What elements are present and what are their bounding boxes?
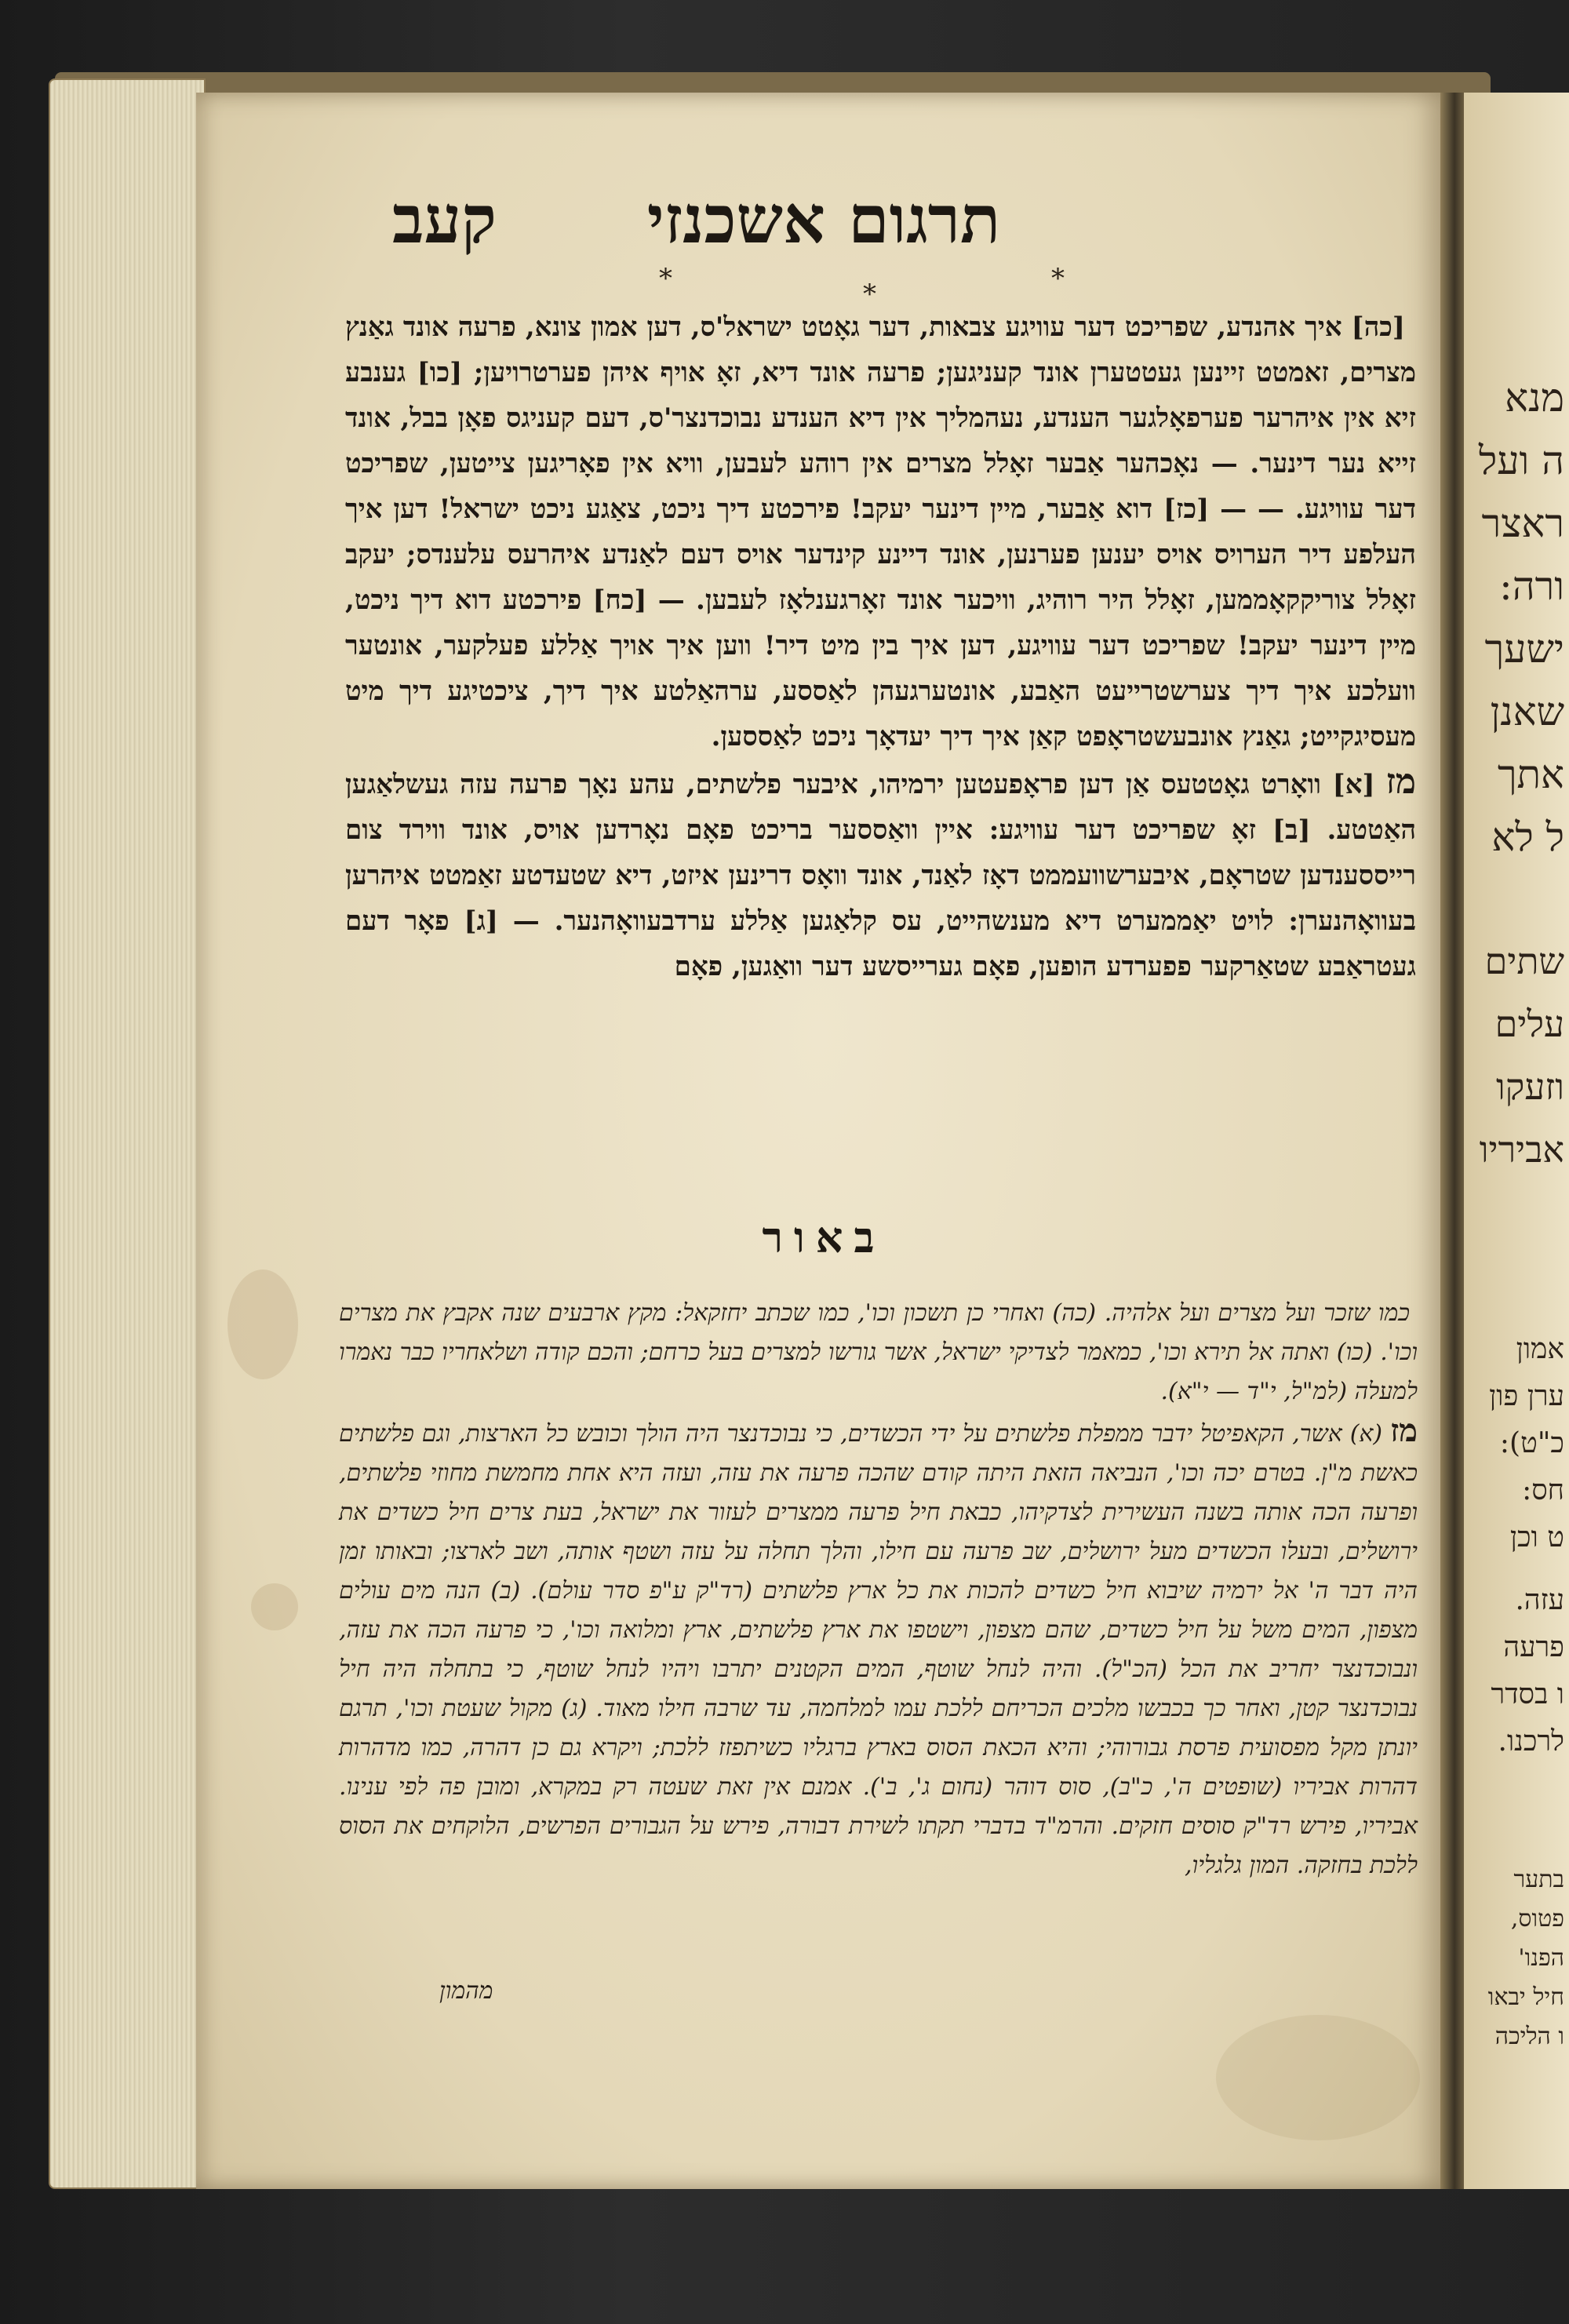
- facing-page-fragment: ערן פון: [1489, 1380, 1564, 1412]
- facing-page-fragment: שאנן: [1490, 689, 1564, 734]
- translation-text: [345, 302, 1416, 989]
- facing-page-fragment: חס:: [1522, 1474, 1564, 1506]
- facing-page-fragment: ה ועל: [1478, 438, 1564, 483]
- facing-page-fragment: ו בסדר: [1491, 1678, 1564, 1710]
- facing-page-fragment: הפנו': [1518, 1944, 1564, 1972]
- facing-page-fragment: ל לא: [1491, 814, 1564, 860]
- commentary-heading: באור: [762, 1212, 886, 1262]
- facing-page-fragment: ורה:: [1499, 563, 1564, 609]
- ornament-stars: [267, 255, 1381, 310]
- facing-page-fragment: ט וכן: [1509, 1521, 1564, 1554]
- paragraph-text: [א] וואָרט גאָטטעס אַן דען פראָפעטען ירמיהו, איבער פלשתים, עהע נאָך פרעה עזה געשלאַגען האַטטע. [ב] זאָ שפריכט דער עוויגע: איין וואַססער בריכט פאָם נאָרדען אויס, אונד ווירד צום רייססענדען שטראָם, איבערשוועממט דאָז לאַנד, אונד וואָס דרינען איזט, דיא שטעדטע זאַמטט איהרען בעוואָהנערן: לויט יאַממערט דיא מענשהייט, עס קלאַגען אַללע ערדבעוואָהנער. — [ג] פאָר דעם געטראַבע שטאַרקער פפערדע הופען, פאָם גערייסשע דער וואַגען, פאָם: [345, 769, 1416, 982]
- paragraph-text: [כה] איך אהנדע, שפריכט דער עוויגע צבאות, דער גאָטט ישראל'ס, דען אמון צונא, פרעה אונד גאַנץ מצרים, זאמטט זיינען געטטערן אונד קעניגען; פרעה אונד דיא, זאָ אויף איהן פערטרויען; [כו] גענבע זיא אין איהרער פערפאָלגער הענדע, נעהמליך אין דיא הענדע נבוכדנצר'ס, דעם קעניגס פאָן בבל, אונד זייא נער דינער. — נאָכהער אַבער זאָלל מצרים אין רוהע לעבען, וויא אין פאָריגען צייטען, שפריכט דער עוויגע. — — [כז] דוא אַבער, מיין דינער יעקב! פירכטע דיך ניכט, צאַגע ניכט ישראל! דען איך העלפע דיר הערויס אויס יענען פערנען, אונד דיינע קינדער אויס דעם לאַנדע איהרעס עלענדס; יעקב זאָלל צוריקקאָממען, זאָלל היר רוהיג, וויכער אונד זאָרגענלאָז לעבען. — [כח] פירכטע דוא דיך ניכט, מיין דינער יעקב! שפריכט דער עוויגע, דען איך בין מיט דיר! ווען איך אויך אַללע פעלקער, אונטער וועלכע איך דיך צערשטרייעט האַבע, אונטערגעהן לאַססע, ערהאַלטע איך דיך, ציכטיגע דיך מיט מעסיגקייט; גאַנץ אונבעשטראָפט קאַן איך דיך יעדאָך ניכט לאַססען.: [345, 311, 1416, 752]
- page-edges: [49, 78, 206, 2189]
- facing-page-fragment: ו הליכה: [1494, 2023, 1564, 2050]
- star-ornament: *: [1051, 263, 1065, 294]
- facing-page-fragment: וזעקו: [1495, 1065, 1564, 1108]
- paragraph-text: כמו שזכר ועל מצרים ועל אלהיה. (כה) ואחרי כן תשכון וכו', כמו שכתב יחזקאל: מקץ ארבעים שנה אקבץ את מצרים וכו'. (כו) ואתה אל תירא וכו', כמאמר לצדיקי ישראל, אשר גורשו למצרים בעל כרחם; והכם קודה ושלאחריו כבר נאמרו למעלה (למ"ל, י"ד — י"א).: [339, 1299, 1418, 1405]
- facing-page-fragment: לרכנו.: [1498, 1725, 1564, 1758]
- facing-page-fragment: אביריו: [1479, 1128, 1564, 1171]
- paper-stain: [251, 1583, 298, 1630]
- paragraph-text: (א) אשר, הקאפיטל ידבר ממפלת פלשתים על ידי הכשדים, כי נבוכדנצר היה הולך וכובש כל הארצות, וגם פלשתים כאשת מ"ן. בטרם יכה וכו', הנביאה הזאת היתה קודם שהכה פרעה את עזה, ועזה היא אחת מחמשת מחוזי פלשתים, ופרעה הכה אותה בשנה העשירית לצדקיהו, כבאת חיל פרעה ממצרים לעזור את ישראל, בעת צרים חיל כשדים את ירושלים, ובעלו הכשדים מעל ירושלים, שב פרעה עם חילו, והלך תחלה על עזה ושטף אותה, ושב לארצו; ובאותו זמן היה דבר ה' אל ירמיה שיבוא חיל כשדים להכות את כל ארץ פלשתים (רד"ק ע"פ סדר עולם). (ב) הנה מים עולים מצפון, המים משל על חיל כשדים, שהם מצפון, וישטפו את ארץ פלשתים, ארץ ומלואה וכו', כי פרעה הכה את עזה, ונבוכדנצר יחריב את הכל (הכ"ל). והיה לנחל שוטף, המים הקטנים יתרבו ויהיו לנחל שוטף, כי בתחלה היה חיל נבוכדנצר קטן, ואחר כך בכבשו מלכים הכריחם ללכת עמו למלחמה, עד שרבה חילו מאוד. (ג) מקול שעטת וכו', תרגם יונתן מקל מפסועית פרסת גבורוהי; והיא הכאת הסוס בארץ ברגליו כשיתפזז ללכת; ויקרא גם כן דהרה, כמו מדהרות דהרות אביריו (שופטים ה', כ"ב), סוס דוהר (נחום ג', ב'). אמנם אין זאת שעטה רק במקרא, ומובן פה לפי ענינו. אביריו, פירש רד"ק סוסים חזקים. והרמ"ד בדברי תקתו לשירת דבורה, פירש על הגבורים הפרשים, הלוקחים את הסוס ללכת בחזקה. המון גלגליו,: [339, 1420, 1418, 1879]
- facing-page-fragment: ראצר: [1481, 501, 1564, 546]
- facing-page-fragment: עלים: [1494, 1003, 1564, 1045]
- page-title: תרגום אשכנזי: [646, 180, 1001, 258]
- facing-page-fragment: שתים: [1484, 940, 1564, 982]
- facing-page-fragment: אמון: [1516, 1333, 1564, 1365]
- chapter-number: מז: [1390, 1412, 1418, 1449]
- translation-paragraph: [345, 759, 1416, 989]
- facing-page-fragment: ישעך: [1484, 626, 1564, 672]
- facing-page-fragment: פטוס,: [1510, 1905, 1564, 1932]
- commentary-paragraph: [339, 1291, 1418, 1412]
- facing-page-fragment: בתער: [1513, 1866, 1564, 1893]
- facing-page-fragment: חיל יבאו: [1487, 1983, 1564, 2011]
- page-number: קעב: [392, 180, 497, 258]
- star-ornament: *: [863, 279, 876, 310]
- commentary-paragraph: [339, 1412, 1418, 1885]
- paper-stain: [228, 1269, 298, 1379]
- catchword: מהמון: [439, 1977, 493, 2005]
- commentary-text: [339, 1291, 1418, 1885]
- facing-page-fragment: כ"ט):: [1499, 1427, 1564, 1459]
- chapter-number: מז: [1385, 762, 1416, 802]
- facing-page-fragment: מנא: [1505, 375, 1564, 421]
- star-ornament: *: [659, 263, 672, 294]
- facing-page-fragment: אתך: [1497, 752, 1564, 797]
- book-gutter: [1440, 93, 1464, 2189]
- facing-page-fragment: פרעה: [1503, 1631, 1564, 1663]
- facing-page: [1464, 93, 1569, 2189]
- paper-stain: [1216, 2015, 1420, 2140]
- facing-page-fragment: עזה.: [1515, 1584, 1564, 1616]
- translation-paragraph: [345, 302, 1416, 759]
